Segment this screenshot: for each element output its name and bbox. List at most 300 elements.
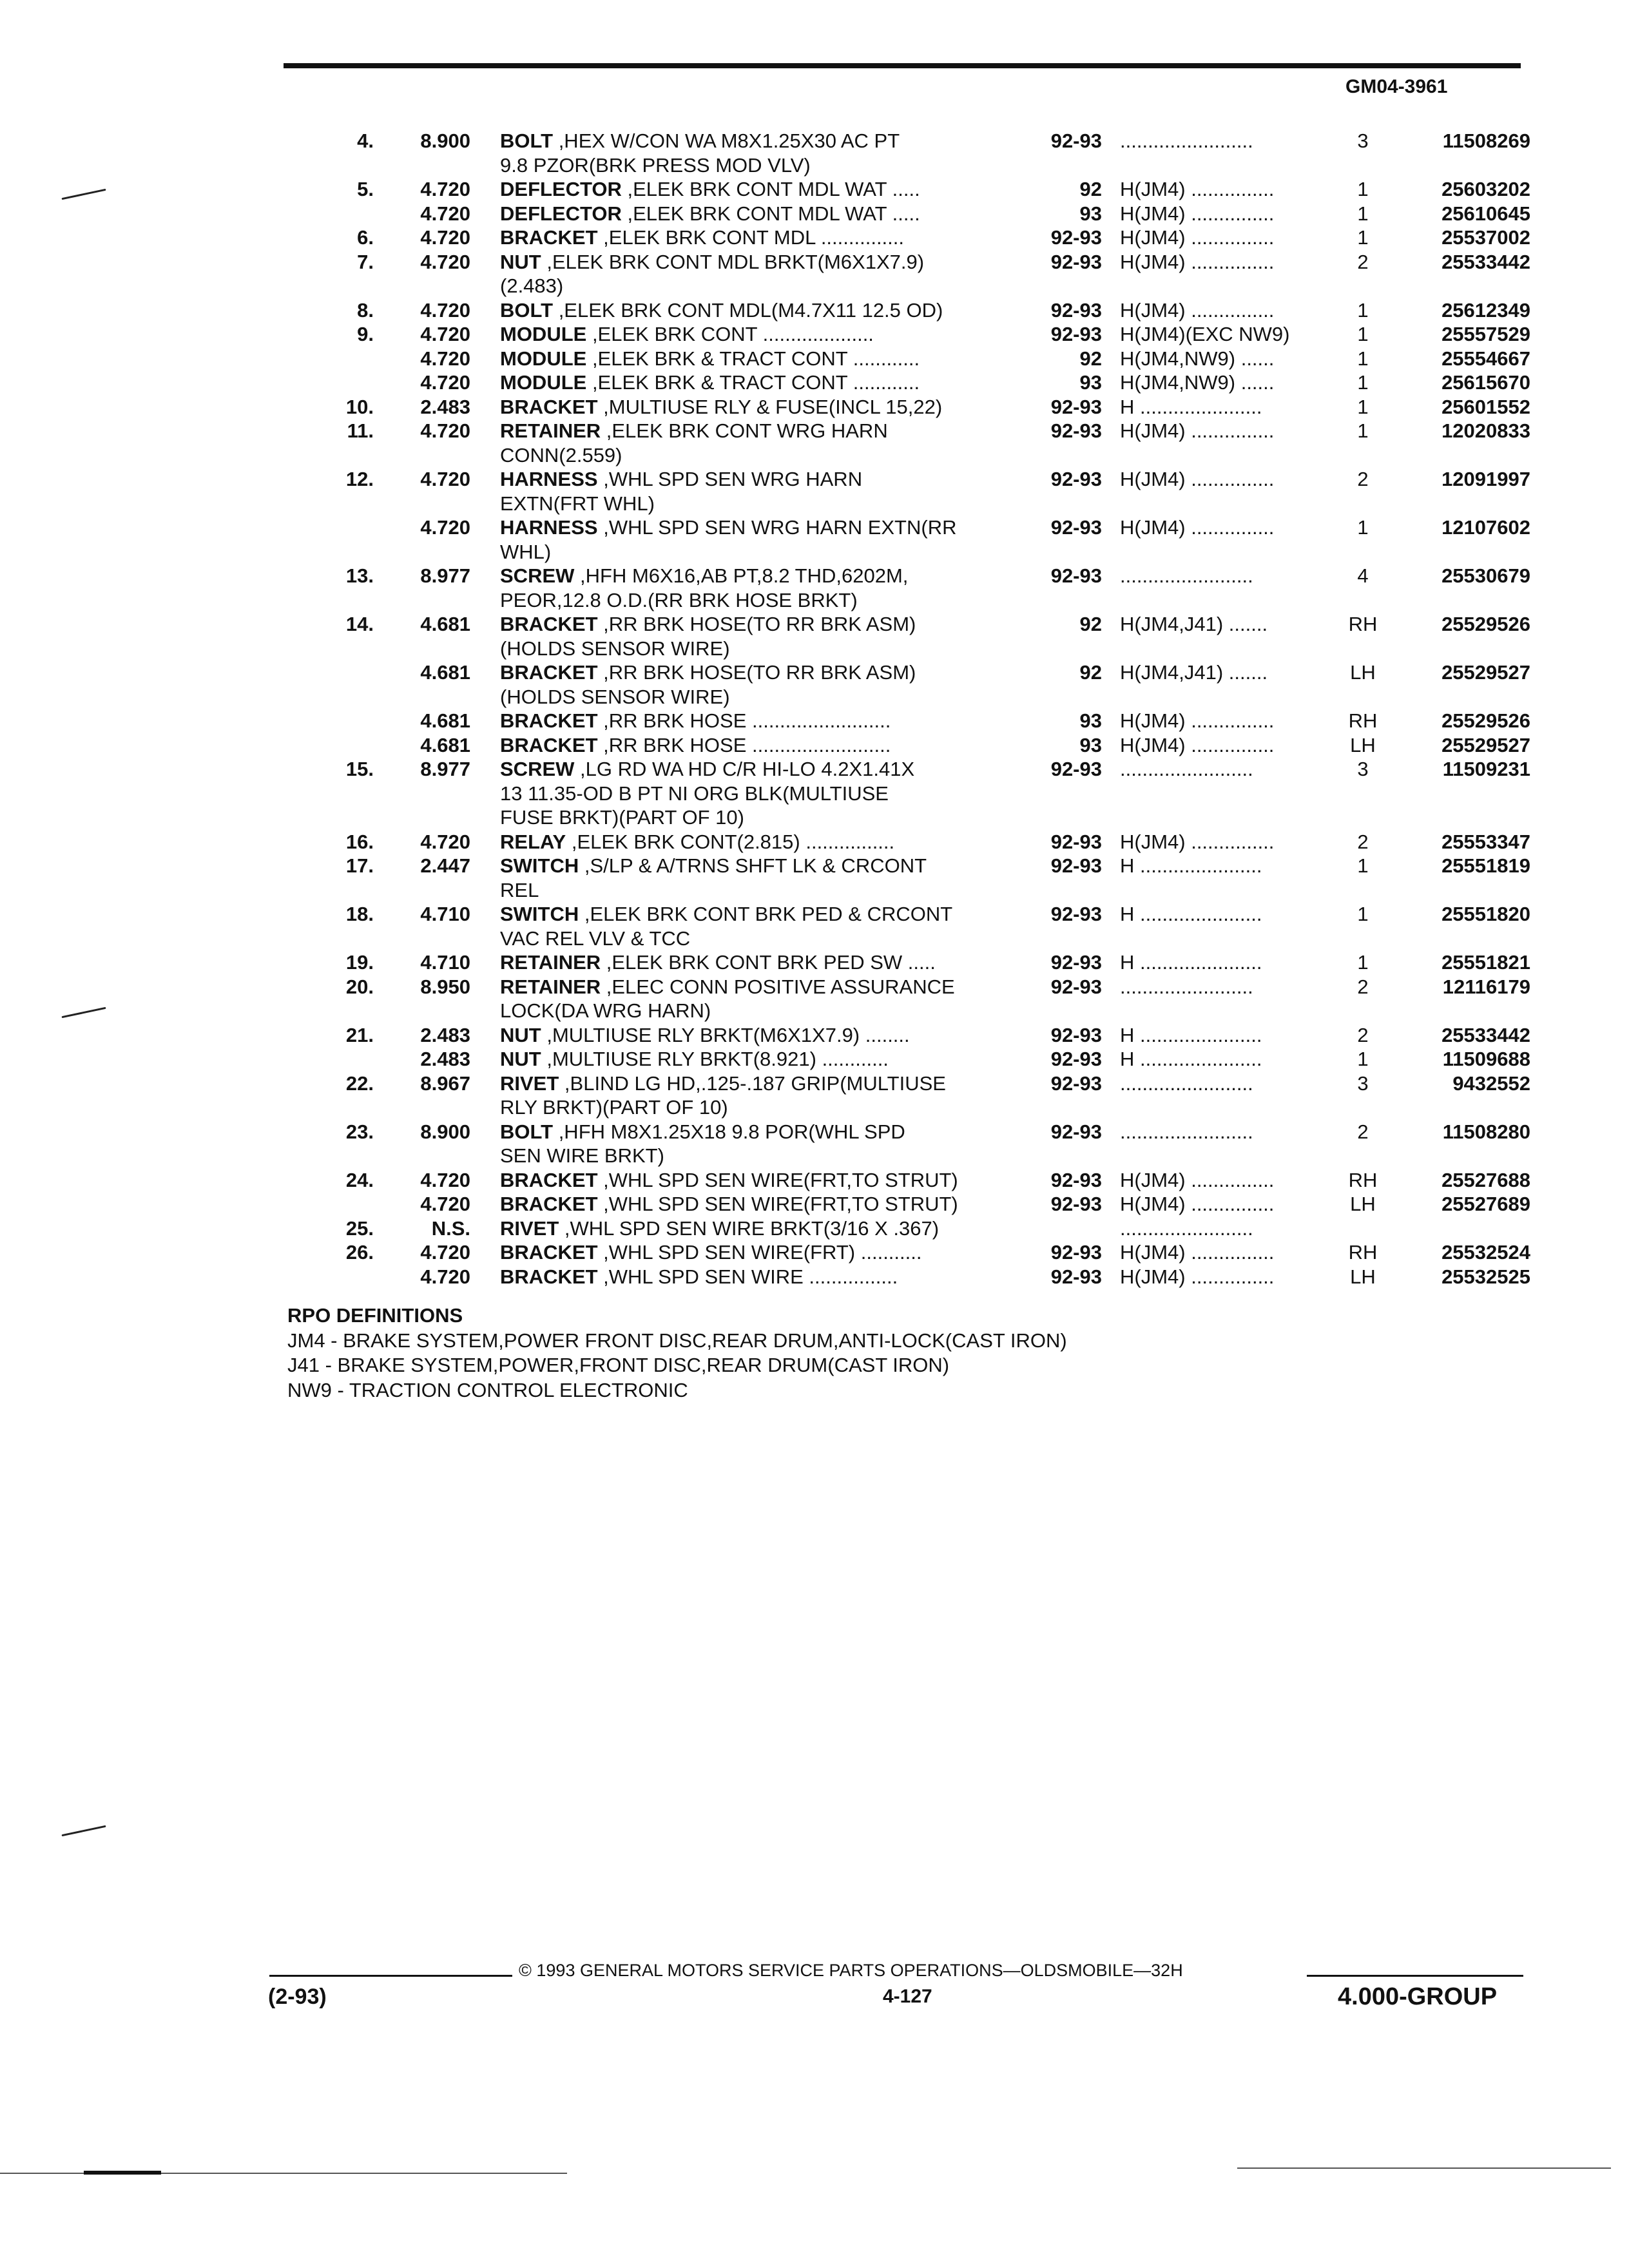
group-number: 4.681 [420,661,470,684]
part-name: BOLT [500,130,554,152]
part-spec: ,BLIND LG HD,.125-.187 GRIP(MULTIUSE [559,1072,946,1095]
quantity: RH [1348,613,1378,635]
part-description [500,202,1144,226]
part-number: 9432552 [1452,1072,1530,1095]
part-description [500,443,1144,468]
part-name: SWITCH [500,854,579,877]
part-description [500,1023,1144,1048]
part-spec: ,ELEK BRK CONT MDL WAT ..... [621,178,920,200]
part-name: BRACKET [500,1168,598,1191]
part-name: NUT [500,1048,541,1070]
table-row [309,419,1534,443]
page-number: 4-127 [883,1986,932,2007]
quantity: 1 [1357,298,1369,322]
table-row [309,709,1534,733]
item-number: 19. [345,951,374,974]
part-spec: ,MULTIUSE RLY BRKT(8.921) ............ [541,1048,889,1070]
table-row [309,1144,1534,1168]
table-row [309,1120,1534,1144]
part-spec: ,RR BRK HOSE ......................... [597,709,891,732]
usage-code: H(JM4) ............... [1120,709,1275,732]
table-row [309,226,1534,250]
model-year: 93 [1079,709,1102,732]
part-spec: VAC REL VLV & TCC [500,927,691,950]
usage-code: H(JM4) ............... [1120,419,1275,442]
rpo-title: RPO DEFINITIONS [287,1304,463,1327]
model-year: 92-93 [1050,830,1102,853]
model-year: 92-93 [1050,564,1102,587]
quantity: 2 [1357,975,1369,998]
table-row [309,1072,1534,1096]
group-number: 4.720 [420,347,470,370]
table-row [309,805,1534,830]
part-number: 11509231 [1442,758,1530,780]
usage-code: ........................ [1120,1216,1253,1240]
part-spec: ,HFH M8X1.25X18 9.8 POR(WHL SPD [553,1120,905,1143]
table-row [309,782,1534,806]
rpo-line: JM4 - BRAKE SYSTEM,POWER FRONT DISC,REAR DRUM,ANTI-LOCK(CAST IRON) [287,1329,1067,1352]
scan-edge-line [1237,2167,1611,2169]
part-description [500,419,1144,443]
group-number: 8.977 [420,758,470,780]
table-row [309,370,1534,395]
model-year: 92-93 [1050,854,1102,877]
part-spec: ,WHL SPD SEN WIRE(FRT) ........... [597,1241,922,1264]
item-number: 15. [345,758,374,780]
item-number: 21. [345,1023,374,1046]
group-number: 8.900 [420,130,470,152]
part-number: 25537002 [1441,226,1530,249]
rpo-definitions [287,1303,1067,1403]
part-description [500,588,1144,613]
usage-code: H(JM4) ............... [1120,1241,1275,1264]
part-number: 25551821 [1441,951,1530,974]
part-description [500,660,1144,685]
part-description [500,177,1144,202]
table-row [309,685,1534,709]
table-row [309,540,1534,564]
model-year: 92-93 [1050,1193,1102,1215]
model-year: 92 [1079,661,1102,684]
part-spec: ,WHL SPD SEN WIRE(FRT,TO STRUT) [597,1168,958,1191]
quantity: LH [1350,733,1376,756]
part-name: BRACKET [500,1265,598,1288]
model-year: 92-93 [1050,1048,1102,1070]
part-number: 12091997 [1441,468,1530,490]
table-row [309,950,1534,975]
part-number: 11508280 [1442,1120,1530,1143]
document-id: GM04-3961 [1345,76,1448,97]
quantity: 1 [1357,903,1369,925]
part-description [500,709,1144,733]
quantity: RH [1348,1241,1378,1264]
part-description [500,1265,1144,1289]
usage-code: H(JM4) ............... [1120,178,1275,200]
part-spec: ,RR BRK HOSE(TO RR BRK ASM) [597,661,916,684]
part-description [500,1095,1144,1120]
part-description [500,927,1144,951]
usage-code: H ...................... [1120,1048,1262,1070]
table-row [309,927,1534,951]
part-description [500,1047,1144,1072]
part-description [500,902,1144,927]
part-description [500,1072,1144,1096]
part-spec: ,HFH M6X16,AB PT,8.2 THD,6202M, [574,564,909,587]
part-name: HARNESS [500,468,598,490]
quantity: 1 [1357,226,1369,249]
part-name: SCREW [500,564,575,587]
quantity: 1 [1357,202,1369,225]
part-description [500,1192,1144,1216]
item-number: 10. [345,395,374,418]
part-spec: ,ELEK BRK CONT MDL WAT ..... [621,202,920,225]
item-number: 11. [347,419,374,442]
quantity: 1 [1357,1048,1369,1070]
usage-code: H(JM4) ............... [1120,1193,1275,1215]
quantity: 4 [1357,564,1369,587]
part-number: 25551820 [1441,903,1530,925]
usage-code: H ...................... [1120,854,1262,877]
part-name: SCREW [500,758,575,780]
table-row [309,660,1534,685]
item-number: 24. [345,1168,374,1191]
quantity: 2 [1357,830,1369,853]
part-name: MODULE [500,347,587,370]
group-label: 4.000-GROUP [1338,1983,1498,2010]
part-description [500,685,1144,709]
table-row [309,347,1534,371]
model-year: 93 [1079,202,1102,225]
footer-rule-right [1307,1975,1523,1977]
quantity: 2 [1357,1023,1369,1046]
part-description [500,515,1144,540]
copyright-notice: © 1993 GENERAL MOTORS SERVICE PARTS OPERATIONS—OLDSMOBILE—32H [519,1961,1183,1980]
part-description [500,226,1144,250]
part-name: BRACKET [500,1193,598,1215]
part-description [500,830,1144,854]
part-description [500,540,1144,564]
part-description [500,274,1144,298]
table-row [309,1192,1534,1216]
usage-code: ........................ [1120,975,1253,998]
part-number: 25554667 [1441,347,1530,370]
quantity: LH [1350,1193,1376,1215]
item-number: 4. [357,130,374,152]
part-spec: ,RR BRK HOSE ......................... [597,733,891,756]
table-row [309,467,1534,492]
table-row [309,1265,1534,1289]
usage-code: H ...................... [1120,395,1262,418]
part-number: 11509688 [1442,1048,1530,1070]
group-number: 4.720 [420,250,470,273]
binder-mark [61,1007,106,1018]
part-description [500,395,1144,419]
group-number: 4.720 [420,178,470,200]
model-year: 92-93 [1050,758,1102,780]
item-number: 16. [345,830,374,853]
part-spec: REL [500,878,539,901]
table-row [309,1168,1534,1193]
part-name: BOLT [500,298,554,322]
part-description [500,757,1144,782]
group-number: 2.483 [420,1048,470,1070]
table-row [309,612,1534,637]
table-row [309,443,1534,468]
table-row [309,202,1534,226]
part-number: 25603202 [1441,178,1530,200]
item-number: 26. [345,1241,374,1264]
part-name: RETAINER [500,975,601,998]
part-name: SWITCH [500,903,579,925]
part-spec: RLY BRKT)(PART OF 10) [500,1096,728,1119]
table-row [309,830,1534,854]
quantity: 1 [1357,395,1369,418]
table-row [309,322,1534,347]
header-rule [284,63,1521,68]
part-description [500,467,1144,492]
part-description [500,492,1144,516]
part-description [500,298,1144,323]
revision-date: (2-93) [268,1984,327,2009]
part-name: BRACKET [500,395,598,418]
part-number: 12107602 [1441,516,1530,539]
usage-code: ........................ [1120,758,1253,780]
part-spec: ,ELEK BRK CONT(2.815) ................ [566,830,895,853]
part-number: 25557529 [1441,323,1530,345]
part-spec: ,WHL SPD SEN WRG HARN [597,468,863,490]
part-name: BRACKET [500,733,598,756]
model-year: 92 [1079,347,1102,370]
group-number: 4.720 [420,1193,470,1215]
item-number: 8. [357,298,374,322]
table-row [309,298,1534,323]
group-number: 4.720 [420,468,470,490]
part-description [500,153,1144,178]
part-number: 25532524 [1441,1241,1530,1264]
part-spec: ,ELEC CONN POSITIVE ASSURANCE [601,975,955,998]
item-number: 12. [345,468,374,490]
item-number: 5. [357,178,374,200]
item-number: 23. [345,1120,374,1143]
part-name: DEFLECTOR [500,178,622,200]
group-number: 2.483 [420,1023,470,1046]
table-row [309,588,1534,613]
model-year: 92-93 [1050,1023,1102,1046]
usage-code: H(JM4,NW9) ...... [1120,371,1275,394]
part-name: RETAINER [500,419,601,442]
table-row [309,637,1534,661]
group-number: 4.720 [420,419,470,442]
table-row [309,757,1534,782]
group-number: N.S. [431,1216,470,1240]
part-spec: ,HEX W/CON WA M8X1.25X30 AC PT [553,130,900,152]
part-name: NUT [500,250,541,273]
usage-code: H ...................... [1120,903,1262,925]
part-spec: 13 11.35-OD B PT NI ORG BLK(MULTIUSE [500,782,889,805]
table-row [309,1023,1534,1048]
part-spec: FUSE BRKT)(PART OF 10) [500,806,744,829]
parts-table [309,129,1534,1289]
usage-code: H ...................... [1120,951,1262,974]
quantity: RH [1348,1168,1378,1191]
model-year: 92-93 [1050,1168,1102,1191]
table-row [309,395,1534,419]
part-name: NUT [500,1023,541,1046]
model-year: 92-93 [1050,130,1102,152]
table-row [309,515,1534,540]
part-name: DEFLECTOR [500,202,622,225]
part-number: 25533442 [1441,250,1530,273]
usage-code: H(JM4,J41) ....... [1120,661,1268,684]
part-spec: ,LG RD WA HD C/R HI-LO 4.2X1.41X [574,758,915,780]
item-number: 7. [357,250,374,273]
quantity: 1 [1357,323,1369,345]
part-number: 25529526 [1441,709,1530,732]
binder-mark [61,189,106,200]
table-row [309,153,1534,178]
group-number: 4.720 [420,298,470,322]
part-spec: WHL) [500,540,552,563]
usage-code: H ...................... [1120,1023,1262,1046]
part-spec: PEOR,12.8 O.D.(RR BRK HOSE BRKT) [500,588,858,611]
part-number: 12116179 [1442,975,1530,998]
quantity: 2 [1357,468,1369,490]
part-spec: ,RR BRK HOSE(TO RR BRK ASM) [597,613,916,635]
group-number: 4.720 [420,1241,470,1264]
model-year: 92-93 [1050,298,1102,322]
model-year: 92-93 [1050,903,1102,925]
part-number: 11508269 [1442,130,1530,152]
part-description [500,322,1144,347]
part-description [500,129,1144,153]
usage-code: H(JM4)(EXC NW9) [1120,323,1290,345]
part-spec: ,ELEK BRK & TRACT CONT ............ [586,347,920,370]
part-number: 25532525 [1441,1265,1530,1288]
usage-code: ........................ [1120,564,1253,587]
table-row [309,999,1534,1023]
part-description [500,782,1144,806]
table-row [309,564,1534,588]
part-description [500,1168,1144,1193]
table-row [309,1047,1534,1072]
part-number: 25551819 [1441,854,1530,877]
table-row [309,878,1534,903]
group-number: 2.483 [420,395,470,418]
quantity: 1 [1357,419,1369,442]
model-year: 92-93 [1050,395,1102,418]
model-year: 92 [1079,178,1102,200]
model-year: 92-93 [1050,1072,1102,1095]
part-name: MODULE [500,323,587,345]
part-name: BRACKET [500,1241,598,1264]
part-number: 12020833 [1441,419,1530,442]
part-spec: 9.8 PZOR(BRK PRESS MOD VLV) [500,153,811,177]
part-description [500,878,1144,903]
group-number: 4.720 [420,830,470,853]
quantity: 1 [1357,516,1369,539]
quantity: 2 [1357,250,1369,273]
part-spec: (HOLDS SENSOR WIRE) [500,685,730,708]
usage-code: H(JM4,NW9) ...... [1120,347,1275,370]
model-year: 93 [1079,371,1102,394]
quantity: LH [1350,661,1376,684]
part-description [500,250,1144,274]
part-spec: ,ELEK BRK CONT MDL BRKT(M6X1X7.9) [541,250,925,273]
group-number: 4.720 [420,371,470,394]
part-description [500,805,1144,830]
quantity: 1 [1357,951,1369,974]
table-row [309,1216,1534,1241]
part-spec: ,ELEK BRK CONT WRG HARN [601,419,888,442]
part-number: 25529527 [1441,661,1530,684]
part-spec: ,MULTIUSE RLY BRKT(M6X1X7.9) ........ [541,1023,910,1046]
item-number: 18. [345,903,374,925]
item-number: 17. [345,854,374,877]
quantity: 1 [1357,854,1369,877]
group-number: 4.720 [420,1168,470,1191]
part-number: 25610645 [1441,202,1530,225]
model-year: 92 [1079,613,1102,635]
table-row [309,129,1534,153]
part-description [500,637,1144,661]
part-name: BRACKET [500,226,598,249]
model-year: 92-93 [1050,516,1102,539]
model-year: 92-93 [1050,323,1102,345]
part-description [500,733,1144,758]
part-name: BRACKET [500,709,598,732]
binder-mark [61,1825,106,1836]
part-number: 25527688 [1441,1168,1530,1191]
footer-rule-left [269,1975,512,1977]
item-number: 14. [345,613,374,635]
part-description [500,564,1144,588]
group-number: 4.720 [420,226,470,249]
part-spec: ,ELEK BRK CONT MDL(M4.7X11 12.5 OD) [553,298,943,322]
item-number: 13. [345,564,374,587]
usage-code: H(JM4) ............... [1120,516,1275,539]
part-name: HARNESS [500,516,598,539]
part-spec: ,WHL SPD SEN WIRE(FRT,TO STRUT) [597,1193,958,1215]
usage-code: H(JM4) ............... [1120,1168,1275,1191]
model-year: 92-93 [1050,975,1102,998]
part-spec: LOCK(DA WRG HARN) [500,999,711,1022]
model-year: 92-93 [1050,468,1102,490]
part-number: 25529527 [1441,733,1530,756]
table-row [309,492,1534,516]
table-row [309,733,1534,758]
group-number: 4.720 [420,202,470,225]
group-number: 4.710 [420,903,470,925]
model-year: 93 [1079,733,1102,756]
group-number: 8.950 [420,975,470,998]
part-number: 25527689 [1441,1193,1530,1215]
part-spec: SEN WIRE BRKT) [500,1144,664,1167]
usage-code: ........................ [1120,1072,1253,1095]
quantity: LH [1350,1265,1376,1288]
part-name: RELAY [500,830,566,853]
item-number: 9. [357,323,374,345]
part-name: RIVET [500,1072,559,1095]
model-year: 92-93 [1050,951,1102,974]
part-number: 25533442 [1441,1023,1530,1046]
part-spec: ,ELEK BRK CONT BRK PED SW ..... [601,951,936,974]
usage-code: H(JM4) ............... [1120,202,1275,225]
part-description [500,1216,1144,1241]
quantity: 1 [1357,178,1369,200]
quantity: 3 [1357,758,1369,780]
part-spec: ,ELEK BRK CONT BRK PED & CRCONT [579,903,953,925]
part-number: 25530679 [1441,564,1530,587]
